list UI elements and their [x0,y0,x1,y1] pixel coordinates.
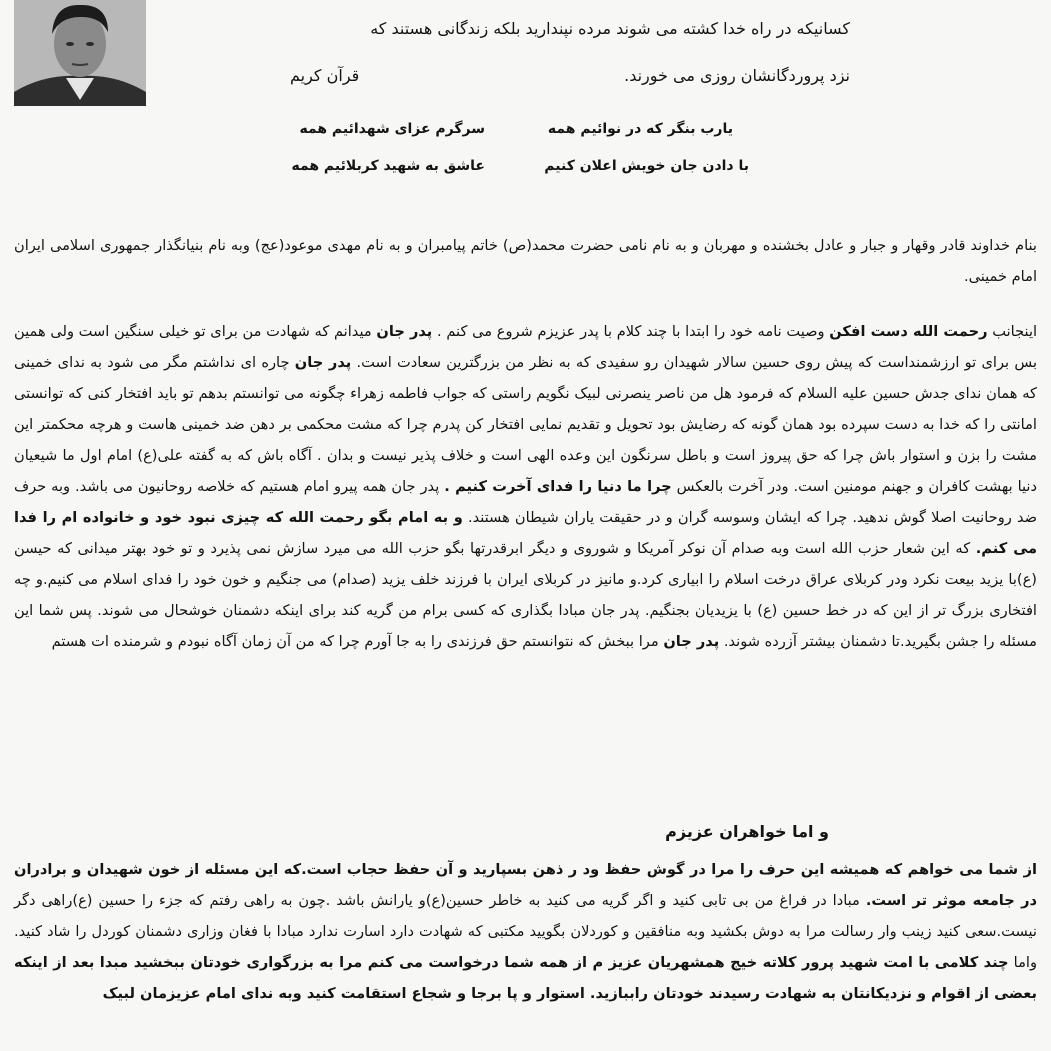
will-document-page: کسانیکه در راه خدا کشته می شوند مرده نپندارید بلکه زندگانی هستند که نزد پروردگانشان روزی می خورند. قرآن کریم یارب بنگر که در نوائیم همه سرگرم عزای شهدائیم همه با دادن جان خویش اعلان کنیم عاشق به شهید کربلائیم همه بنام خداوند قادر وقهار و جبار و عادل بخشنده و مهربان و به نام نامی حضرت محمد(ص) خاتم پیامبران و به نام مهدی موعود(عج) وبه نام بنیانگذار جمهوری اسلامی ایران امام خمینی. اینجانب رحمت الله دست افکن وصیت نامه خود را ابتدا با چند کلام با پدر عزیزم شروع می کنم . پدر جان میدانم که شهادت من برای تو خیلی سنگین است ولی همین بس برای تو ارزشمنداست که پیش روی حسین سالار شهیدان رو سفیدی که به نظر من بزرگترین سعادت است. پدر جان چاره ای نداشتم مگر می شود به ندای خمینی که همان ندای جدش حسین علیه السلام که فرمود هل من ناصر ینصرنی لبیک نگویم راستی که جواب فاطمه زهراء چگونه می توانستم بدهم تو باید افتخار کنی که توانستی امانتی را که خدا به دست سپرده بود همان گونه که رضایش بود تحویل و تقدیم نمایی افتخار کن پدرم چرا که مشت محکمی بر دهن ضد خمینی هاست و هرچه محکمتر این مشت را بزن و استوار باش چرا که حق پیروز است و باطل سرنگون این وعده الهی است و خلاف پذیر نیست و بدان . آگاه باش که به گفته علی(ع) امام اول ما شیعیان دنیا بهشت کافران و جهنم مومنین است. ودر آخرت بالعکس چرا ما دنیا را فدای آخرت کنیم . پدر جان همه پیرو امام هستیم که خلاصه روحانیون می باشد. وبه حرف ضد روحانیت اصلا گوش ندهید. چرا که ایشان وسوسه گران و در حقیقت یاران شیطان هستند. و به امام بگو رحمت الله که چیزی نبود خود و خانواده ام را فدا می کنم. که این شعار حزب الله است وبه صدام آن نوکر آمریکا و شوروی و دیگر ابرقدرتها بگو حزب الله می میرد سازش نمی پذیرد و تو خود بهتر میدانی که حیسن (ع)با یزید بیعت نکرد ودر کربلای عراق درخت اسلام را ابیاری کرد.و مانیز در کربلای ایران با فرزند خلف یزید (صدام) می جنگیم و خون خود را فدای اسلام می کنیم.و چه افتخاری بزرگ تر از این که در خط حسین (ع) با یزیدیان بجنگیم. پدر جان مبادا بگذاری که کسی برام من گریه کند برای اینکه دشمنان خوشحال می شوند. پس شما این مسئله را جشن بگیرید.تا دشمنان بیشتر آزرده شوند. پدر جان مرا ببخش که نتوانستم حق فرزندی را به جا آورم چرا که من آن زمان آگاه نبودم و شرمنده ات هستم و اما خواهران عزیزم از شما می خواهم که همیشه این حرف را مرا در گوش حفظ ود ر ذهن بسپارید و آن حفظ حجاب است.که این مسئله از خون شهیدان و برادران در جامعه موثر تر است. مبادا در فراغ من بی تابی کنید و اگر گریه می کنید به خاطر حسین(ع)و یارانش باشد .چون به راهی رفتم که جزء را حسین (ع)راهی دگر نیست.سعی کنید زینب وار رسالت مرا به دوش بکشید وبه منافقین و کوردلان بگویید مکتبی که شهادت دارد اسارت ندارد مبادا با فغان وزاری دشمنان کوردل را شاد کنید. واما چند کلامی با امت شهید پرور کلاته خیج همشهریان عزیز م از همه شما درخواست می کنم مرا به بزرگواری خودتان ببخشید مبدا بعد از اینکه بعضی از اقوام و نزدیکانتان به شهادت رسیدند خودتان راببازید. استوار و پا برجا و شجاع استقامت کنید وبه ندای امام عزیزمان لبیک [0,0,1051,1051]
sisters-heading: و اما خواهران عزیزم [665,822,829,841]
martyr-name: رحمت الله دست افکن [829,323,988,340]
father-section-paragraph: اینجانب رحمت الله دست افکن وصیت نامه خود را ابتدا با چند کلام با پدر عزیزم شروع می کنم . پدر جان میدانم که شهادت من برای تو خیلی سنگین است ولی همین بس برای تو ارزشمنداست که پیش روی حسین سالار شهیدان رو سفیدی که به نظر من بزرگترین سعادت است. پدر جان چاره ای نداشتم مگر می شود به ندای خمینی که همان ندای جدش حسین علیه السلام که فرمود هل من ناصر ینصرنی لبیک نگویم راستی که جواب فاطمه زهراء چگونه می توانستم بدهم تو باید افتخار کنی که توانستی امانتی را که خدا به دست سپرده بود همان گونه که رضایش بود تحویل و تقدیم نمایی افتخار کن پدرم چرا که مشت محکمی بر دهن ضد خمینی هاست و هرچه محکمتر این مشت را بزن و استوار باش چرا که حق پیروز است و باطل سرنگون این وعده الهی است و خلاف پذیر نیست و بدان . آگاه باش که به گفته علی(ع) امام اول ما شیعیان دنیا بهشت کافران و جهنم مومنین است. ودر آخرت بالعکس چرا ما دنیا را فدای آخرت کنیم . پدر جان همه پیرو امام هستیم که خلاصه روحانیون می باشد. وبه حرف ضد روحانیت اصلا گوش ندهید. چرا که ایشان وسوسه گران و در حقیقت یاران شیطان هستند. و به امام بگو رحمت الله که چیزی نبود خود و خانواده ام را فدا می کنم. که این شعار حزب الله است وبه صدام آن نوکر آمریکا و شوروی و دیگر ابرقدرتها بگو حزب الله می میرد سازش نمی پذیرد و تو خود بهتر میدانی که حیسن (ع)با یزید بیعت نکرد ودر کربلای عراق درخت اسلام را ابیاری کرد.و مانیز در کربلای ایران با فرزند خلف یزید (صدام) می جنگیم و خون خود را فدای اسلام می کنیم.و چه افتخاری بزرگ تر از این که در خط حسین (ع) با یزیدیان بجنگیم. پدر جان مبادا بگذاری که کسی برام من گریه کند برای اینکه دشمنان خوشحال می شوند. پس شما این مسئله را جشن بگیرید.تا دشمنان بیشتر آزرده شوند. پدر جان مرا ببخش که نتوانستم حق فرزندی را به جا آورم چرا که من آن زمان آگاه نبودم و شرمنده ات هستم [14,323,1038,650]
quran-source: قرآن کریم [290,66,360,85]
invocation-paragraph: بنام خداوند قادر وقهار و جبار و عادل بخشنده و مهربان و به نام نامی حضرت محمد(ص) خاتم پیامبران و به نام مهدی موعود(عج) وبه نام بنیانگذار جمهوری اسلامی ایران امام خمینی. [14,237,1037,285]
poem-line-1-left: سرگرم عزای شهدائیم همه [299,121,485,137]
martyr-portrait-photo [14,0,146,106]
poem-line-1-right: یارب بنگر که در نوائیم همه [547,121,733,137]
poem-line-2-left: عاشق به شهید کربلائیم همه [291,158,485,174]
quran-verse-text: نزد پروردگانشان روزی می خورند. [624,66,850,85]
poem-line-2-right: با دادن جان خویش اعلان کنیم [544,158,749,174]
sisters-section-paragraph: از شما می خواهم که همیشه این حرف را مرا در گوش حفظ ود ر ذهن بسپارید و آن حفظ حجاب است.که این مسئله از خون شهیدان و برادران در جامعه موثر تر است. مبادا در فراغ من بی تابی کنید و اگر گریه می کنید به خاطر حسین(ع)و یارانش باشد .چون به راهی رفتم که جزء را حسین (ع)راهی دگر نیست.سعی کنید زینب وار رسالت مرا به دوش بکشید وبه منافقین و کوردلان بگویید مکتبی که شهادت دارد اسارت ندارد مبادا با فغان وزاری دشمنان کوردل را شاد کنید. واما چند کلامی با امت شهید پرور کلاته خیج همشهریان عزیز م از همه شما درخواست می کنم مرا به بزرگواری خودتان ببخشید مبدا بعد از اینکه بعضی از اقوام و نزدیکانتان به شهادت رسیدند خودتان راببازید. استوار و پا برجا و شجاع استقامت کنید وبه ندای امام عزیزمان لبیک [14,861,1038,1002]
